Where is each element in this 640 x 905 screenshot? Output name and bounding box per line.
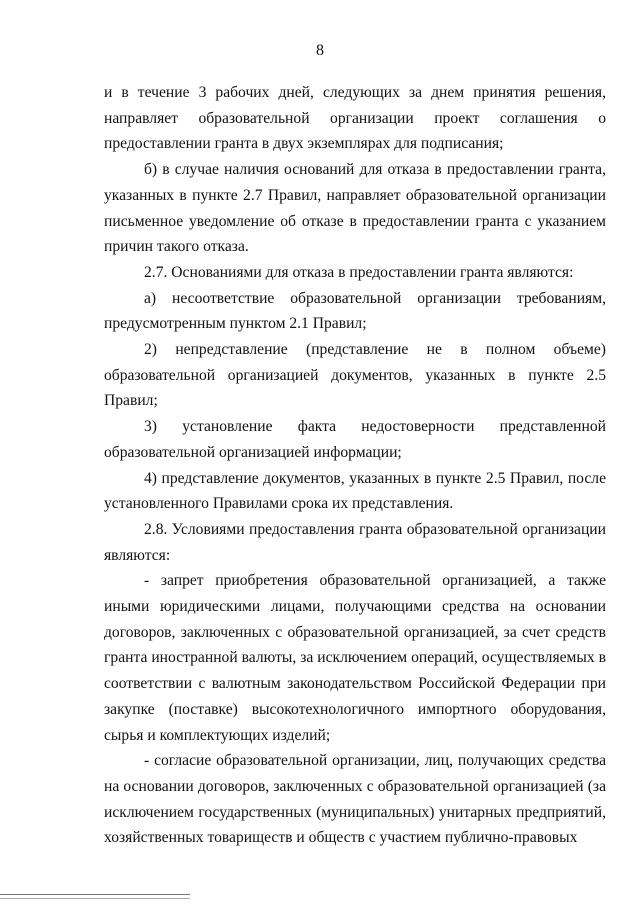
paragraph-2-8-currency-ban: - запрет приобретения образовательной организацией, а также иными юридическими лицами, получающими средства на основании договоров, заключенных с образовательной организацией, за счет средств гранта иностранной валюты, за исключением операций, осуществляемых в соответствии с валютным законодательством Российской Федерации при закупке (поставке) высокотехнологичного импортного оборудования, сырья и комплектующих изделий; — [104, 572, 606, 744]
paragraph-2-8-consent: - согласие образовательной организации, лиц, получающих средства на основании договоров, заключенных с образовательной организацией (за исключением государственных (муниципальных) унитарных предприятий, хозяйственных товариществ и обществ с участием публично-правовых — [104, 752, 606, 847]
paragraph-2-7-2: 2) непредставление (представление не в полном объеме) образовательной организацией документов, указанных в пункте 2.5 Правил; — [104, 341, 606, 410]
document-body — [104, 80, 606, 851]
paragraph-refusal-notice: б) в случае наличия оснований для отказа в предоставлении гранта, указанных в пункте 2.7 Правил, направляет образовательной организации письменное уведомление об отказе в предоставлении гранта с указанием причин такого отказа. — [104, 161, 606, 256]
paragraph-continuation: и в течение 3 рабочих дней, следующих за днем принятия решения, направляет образовательной организации проект соглашения о предоставлении гранта в двух экземплярах для подписания; — [104, 84, 606, 153]
page-number: 8 — [316, 42, 324, 59]
paragraph-2-7-4: 4) представление документов, указанных в пункте 2.5 Правил, после установленного Правилами срока их представления. — [104, 469, 606, 513]
paragraph-2-7-3: 3) установление факта недостоверности представленной образовательной организацией информации; — [104, 418, 606, 461]
paragraph-2-7-heading: 2.7. Основаниями для отказа в предоставлении гранта являются: — [144, 263, 574, 281]
paragraph-2-8-heading: 2.8. Условиями предоставления гранта образовательной организации являются: — [104, 520, 606, 564]
paragraph-2-7-a: а) несоответствие образовательной организации требованиям, предусмотренным пунктом 2.1 Правил; — [104, 289, 606, 333]
footer-rule-secondary — [0, 898, 190, 899]
footer-rule — [0, 894, 190, 895]
